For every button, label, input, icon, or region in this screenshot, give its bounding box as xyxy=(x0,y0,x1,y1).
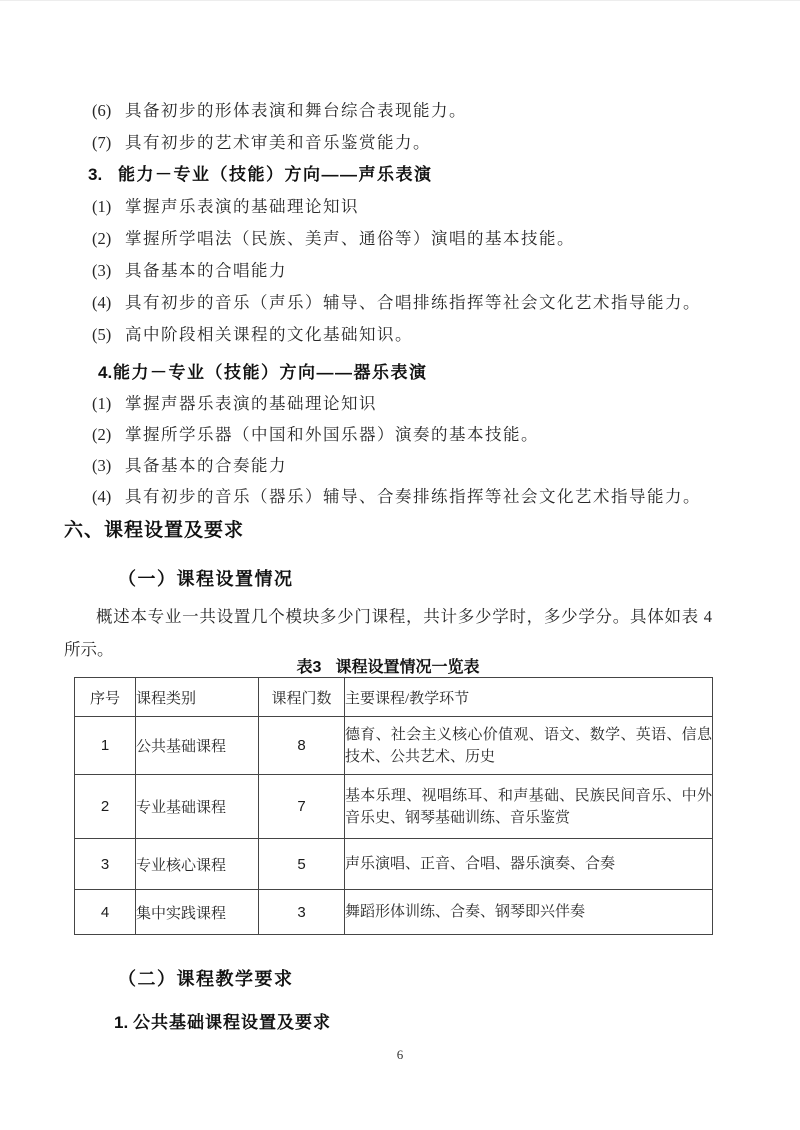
public-basic-course-heading xyxy=(64,1013,331,1033)
item-text: 具备初步的形体表演和舞台综合表现能力。 xyxy=(125,101,467,120)
heading-text: 能力－专业（技能）方向——声乐表演 xyxy=(118,165,433,184)
cell-category: 公共基础课程 xyxy=(136,717,259,775)
course-table xyxy=(74,677,713,935)
item-number: (2) xyxy=(92,425,112,444)
list-item xyxy=(64,95,712,127)
cell-count: 7 xyxy=(259,775,345,839)
column-header-no: 序号 xyxy=(75,678,136,717)
heading-number: 4. xyxy=(98,363,113,382)
vocal-heading xyxy=(64,159,712,191)
item-number: (1) xyxy=(92,197,112,216)
ability-section-instrumental xyxy=(64,357,712,512)
item-number: (5) xyxy=(92,325,112,344)
heading-text: 公共基础课程设置及要求 xyxy=(133,1013,331,1032)
cell-count: 5 xyxy=(259,839,345,890)
cell-no: 4 xyxy=(75,890,136,935)
table-row xyxy=(75,839,713,890)
heading-number: 1. xyxy=(114,1013,129,1032)
list-item xyxy=(64,191,712,223)
instrumental-heading xyxy=(64,357,712,388)
item-text: 具备基本的合奏能力 xyxy=(125,456,287,475)
paragraph-line: 概述本专业一共设置几个模块多少门课程，共计多少学时，多少学分。具体如表 4 xyxy=(96,607,712,626)
cell-category: 集中实践课程 xyxy=(136,890,259,935)
cell-count: 8 xyxy=(259,717,345,775)
list-item xyxy=(64,319,712,351)
table-caption xyxy=(64,656,712,674)
item-number: (3) xyxy=(92,456,112,475)
table-row xyxy=(75,717,713,775)
subsection-heading-course-setup: （一）课程设置情况 xyxy=(118,569,294,589)
table-row xyxy=(75,775,713,839)
cell-no: 3 xyxy=(75,839,136,890)
section-heading-courses: 六、课程设置及要求 xyxy=(64,520,245,541)
item-text: 高中阶段相关课程的文化基础知识。 xyxy=(125,325,413,344)
page-number: 6 xyxy=(396,1047,404,1062)
cell-courses: 基本乐理、视唱练耳、和声基础、民族民间音乐、中外音乐史、钢琴基础训练、音乐鉴赏 xyxy=(345,775,713,839)
table-row xyxy=(75,890,713,935)
item-text: 掌握所学唱法（民族、美声、通俗等）演唱的基本技能。 xyxy=(125,229,575,248)
item-number: (4) xyxy=(92,293,112,312)
cell-no: 1 xyxy=(75,717,136,775)
paragraph-line: 所示。 xyxy=(64,640,114,659)
list-item xyxy=(64,287,712,319)
cell-category: 专业核心课程 xyxy=(136,839,259,890)
list-item xyxy=(64,450,712,481)
heading-number: 3. xyxy=(88,165,103,184)
cell-courses: 声乐演唱、正音、合唱、器乐演奏、合奏 xyxy=(345,839,713,890)
item-text: 具有初步的音乐（声乐）辅导、合唱排练指挥等社会文化艺术指导能力。 xyxy=(125,293,701,312)
table-caption-title: 课程设置情况一览表 xyxy=(335,658,480,676)
heading-text: 能力－专业（技能）方向——器乐表演 xyxy=(113,363,428,382)
list-item xyxy=(64,481,712,512)
item-number: (2) xyxy=(92,229,112,248)
item-number: (6) xyxy=(92,101,112,120)
list-item xyxy=(64,419,712,450)
item-text: 掌握声乐表演的基础理论知识 xyxy=(125,197,359,216)
item-number: (3) xyxy=(92,261,112,280)
item-number: (4) xyxy=(92,487,112,506)
table-caption-label: 表3 xyxy=(296,658,322,676)
column-header-category: 课程类别 xyxy=(136,678,259,717)
subsection-heading-teaching-requirements: （二）课程教学要求 xyxy=(118,969,294,989)
item-number: (1) xyxy=(92,394,112,413)
cell-no: 2 xyxy=(75,775,136,839)
item-text: 具有初步的音乐（器乐）辅导、合奏排练指挥等社会文化艺术指导能力。 xyxy=(125,487,701,506)
cell-count: 3 xyxy=(259,890,345,935)
ability-section-vocal xyxy=(64,95,712,351)
list-item xyxy=(64,388,712,419)
list-item xyxy=(64,223,712,255)
item-text: 具有初步的艺术审美和音乐鉴赏能力。 xyxy=(125,133,431,152)
column-header-count: 课程门数 xyxy=(259,678,345,717)
list-item xyxy=(64,127,712,159)
cell-courses: 舞蹈形体训练、合奏、钢琴即兴伴奏 xyxy=(345,890,713,935)
item-text: 掌握所学乐器（中国和外国乐器）演奏的基本技能。 xyxy=(125,425,539,444)
cell-courses: 德育、社会主义核心价值观、语文、数学、英语、信息技术、公共艺术、历史 xyxy=(345,717,713,775)
column-header-courses: 主要课程/教学环节 xyxy=(345,678,713,717)
item-text: 具备基本的合唱能力 xyxy=(125,261,287,280)
list-item xyxy=(64,255,712,287)
item-text: 掌握声器乐表演的基础理论知识 xyxy=(125,394,377,413)
cell-category: 专业基础课程 xyxy=(136,775,259,839)
table-header-row xyxy=(75,678,713,717)
item-number: (7) xyxy=(92,133,112,152)
